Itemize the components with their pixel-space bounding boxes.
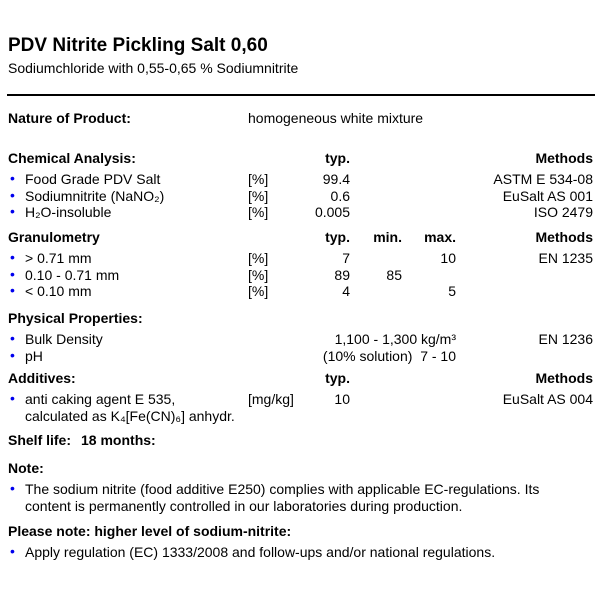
additives-section	[8, 370, 593, 424]
table-row	[8, 250, 593, 266]
chemical-analysis-section	[8, 150, 593, 220]
granulometry-section	[8, 229, 593, 299]
column-header-min: min.	[373, 229, 402, 245]
row-min	[350, 250, 402, 266]
bullet-icon: •	[10, 346, 15, 363]
granulometry-header	[8, 229, 593, 245]
column-header-methods: Methods	[535, 370, 593, 386]
column-header-methods: Methods	[535, 150, 593, 166]
column-header-typ: typ.	[325, 370, 350, 386]
row-unit: [%]	[248, 250, 269, 267]
nature-of-product-label: Nature of Product:	[8, 110, 131, 126]
column-header-max: max.	[424, 229, 456, 245]
row-method: EN 1236	[538, 331, 593, 348]
row-typ: 99.4	[322, 171, 350, 188]
table-row	[8, 204, 593, 220]
table-row	[8, 348, 593, 364]
physical-properties-rows	[8, 331, 593, 364]
section-title: Additives:	[8, 370, 76, 386]
row-method: EuSalt AS 001	[502, 187, 593, 204]
row-method	[456, 267, 593, 283]
shelf-life-value: 18 months:	[81, 432, 156, 448]
product-subtitle: Sodiumchloride with 0,55-0,65 % Sodiumnitrite	[8, 60, 299, 76]
row-max: 10	[440, 250, 456, 267]
row-method: ASTM E 534-08	[493, 171, 593, 188]
row-unit: [%]	[248, 171, 269, 188]
row-typ: 7	[342, 250, 350, 267]
bullet-icon: •	[10, 390, 15, 407]
table-row	[8, 283, 593, 299]
table-row	[8, 391, 593, 424]
product-title: PDV Nitrite Pickling Salt 0,60	[8, 35, 268, 56]
shelf-life-label: Shelf life:	[8, 432, 72, 448]
section-title: Please note: higher level of sodium-nitrite:	[8, 523, 292, 539]
row-name: • Food Grade PDV Salt	[10, 170, 161, 188]
note-item: • The sodium nitrite (food additive E250) complies with applicable EC-regulations. Its content is permanently controlled in our laboratories during production.	[10, 480, 540, 514]
please-note-section	[8, 523, 593, 561]
row-name: • > 0.71 mm	[10, 249, 92, 267]
additives-header	[8, 370, 593, 386]
bullet-icon: •	[10, 249, 15, 266]
row-max: 5	[448, 282, 456, 299]
row-typ: 4	[342, 282, 350, 299]
table-row	[8, 188, 593, 204]
row-typ: 10	[334, 391, 350, 408]
table-row	[8, 331, 593, 347]
bullet-icon: •	[10, 265, 15, 282]
bullet-icon: •	[10, 170, 15, 187]
nature-of-product-value: homogeneous white mixture	[248, 110, 424, 126]
row-name-line2: calculated as K₄[Fe(CN)₆] anhydr.	[25, 407, 235, 424]
shelf-life-row	[8, 432, 593, 448]
row-name: • pH	[10, 346, 43, 364]
nature-of-product-row	[8, 110, 593, 126]
bullet-icon: •	[10, 543, 15, 560]
bullet-icon: •	[10, 202, 15, 219]
row-value: 1,100 - 1,300 kg/m³	[334, 331, 456, 348]
section-title: Physical Properties:	[8, 310, 143, 326]
chemical-analysis-header	[8, 150, 593, 166]
section-title: Granulometry	[8, 229, 100, 245]
table-row	[8, 171, 593, 187]
bullet-icon: •	[10, 186, 15, 203]
row-typ: 89	[334, 266, 350, 283]
row-name: • Bulk Density	[10, 330, 103, 348]
column-header-typ: typ.	[325, 229, 350, 245]
row-min: 85	[386, 266, 402, 283]
note-section	[8, 460, 593, 514]
row-max	[402, 267, 456, 283]
row-name: • 0.10 - 0.71 mm	[10, 265, 120, 283]
row-unit: [%]	[248, 187, 269, 204]
section-title: Note:	[8, 460, 44, 476]
section-title: Chemical Analysis:	[8, 150, 136, 166]
bullet-icon: •	[10, 330, 15, 347]
row-method: EuSalt AS 004	[502, 391, 593, 408]
row-name-line1: anti caking agent E 535,	[25, 391, 176, 408]
row-typ: 0.005	[314, 203, 350, 220]
row-name: • H₂O-insoluble	[10, 202, 112, 220]
row-unit: [%]	[248, 266, 269, 283]
bullet-icon: •	[10, 480, 15, 497]
row-method: ISO 2479	[533, 203, 593, 220]
row-unit: [%]	[248, 203, 269, 220]
row-value: (10% solution) 7 - 10	[322, 347, 456, 364]
row-typ: 0.6	[330, 187, 350, 204]
table-row	[8, 267, 593, 283]
column-header-typ: typ.	[325, 150, 350, 166]
chemical-analysis-rows	[8, 171, 593, 220]
row-method	[456, 348, 593, 364]
column-header-methods: Methods	[535, 229, 593, 245]
physical-properties-section	[8, 310, 593, 364]
row-min	[350, 283, 402, 299]
divider-rule	[7, 94, 595, 96]
additives-rows	[8, 391, 593, 424]
row-name: • Sodiumnitrite (NaNO₂)	[10, 186, 165, 204]
row-unit: [mg/kg]	[248, 391, 294, 408]
row-method: EN 1235	[538, 250, 593, 267]
row-unit: [%]	[248, 282, 269, 299]
bullet-icon: •	[10, 281, 15, 298]
note-item: • Apply regulation (EC) 1333/2008 and follow-ups and/or national regulations.	[10, 543, 496, 561]
row-name	[8, 391, 248, 424]
granulometry-rows	[8, 250, 593, 299]
row-method	[456, 283, 593, 299]
row-name: • < 0.10 mm	[10, 281, 92, 299]
